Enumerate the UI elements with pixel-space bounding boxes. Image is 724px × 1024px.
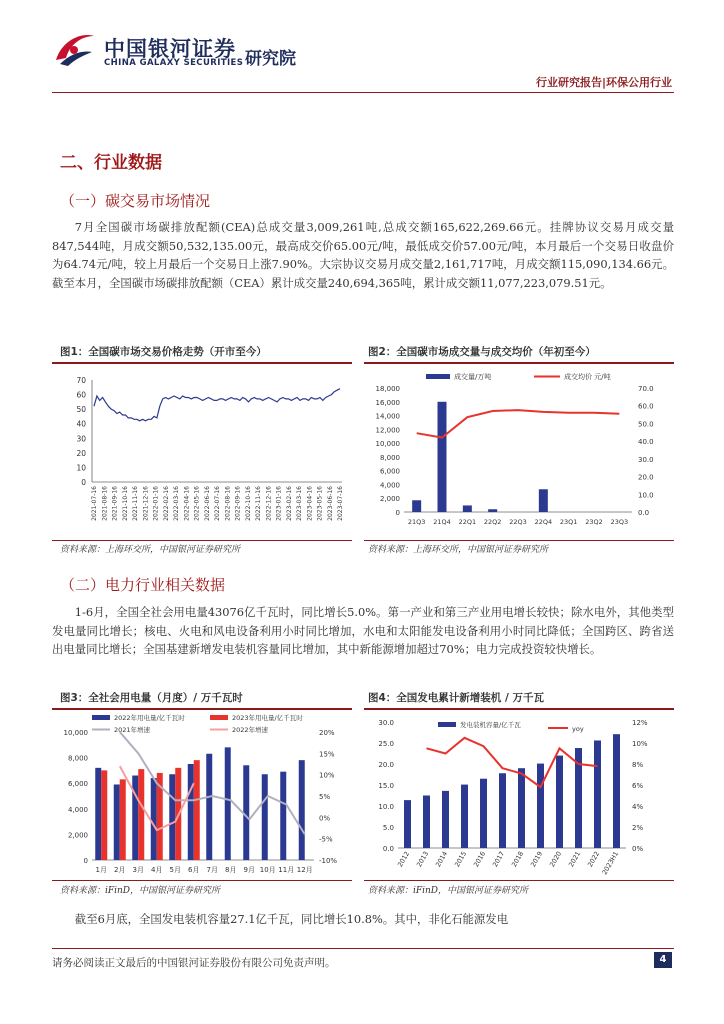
- fig3-bar-0: [243, 765, 249, 860]
- fig2-x-tick: 23Q1: [559, 518, 578, 526]
- fig4-x-tick: 2021: [567, 850, 583, 869]
- fig4-legend-swatch-capacity: [438, 722, 456, 727]
- fig3-legend-swatch: [210, 715, 228, 720]
- fig4-capacity-bar: [480, 779, 487, 848]
- fig4-y-right-tick: 4%: [632, 803, 644, 811]
- fig1-x-tick: 2021-12-16: [142, 486, 150, 521]
- fig4-capacity-bar: [594, 740, 601, 848]
- fig1-x-tick: 2021-10-16: [121, 486, 129, 521]
- fig3-y-right-tick: 5%: [319, 793, 331, 801]
- fig1-title: 图1：全国碳市场交易价格走势（开市至今）: [60, 346, 267, 358]
- fig3-bar-0: [299, 760, 305, 860]
- brand-name-en: CHINA GALAXY SECURITIES: [104, 58, 244, 68]
- fig4-x-tick: 2023H1: [600, 850, 621, 877]
- fig2-y-tick: 4,000: [379, 481, 400, 490]
- fig3-x-tick: 2月: [114, 866, 126, 874]
- fig4-x-tick: 2017: [491, 850, 507, 869]
- fig2-volume-bar: [539, 489, 548, 512]
- fig4-capacity-bar: [556, 756, 563, 848]
- fig3-legend-label: 2023年用电量/亿千瓦时: [232, 714, 303, 722]
- fig2-y-tick: 10,000: [375, 440, 400, 449]
- fig3-bar-0: [169, 774, 175, 860]
- subsection-title-power: （二）电力行业相关数据: [60, 576, 226, 594]
- fig3-bar-0: [132, 776, 138, 860]
- fig2-y-right-tick: 10.0: [638, 491, 654, 500]
- brand-name-cn: 中国银河证券: [104, 37, 236, 61]
- fig1-x-tick: 2023-03-16: [296, 486, 303, 521]
- fig4-capacity-bar: [518, 768, 525, 848]
- fig1-y-tick: 50: [76, 405, 86, 415]
- fig2-volume-bar: [488, 509, 497, 512]
- fig4-y-tick: 20.0: [378, 761, 394, 769]
- fig4-x-tick: 2014: [434, 850, 450, 869]
- fig1-x-tick: 2021-09-16: [111, 486, 119, 521]
- fig2-y-right-tick: 70.0: [638, 385, 654, 393]
- power-paragraph-text: 1-6月，全国全社会用电量43076亿千瓦时，同比增长5.0%。第一产业和第三产业用电增长较快；除水电外，其他类型发电量同比增长；核电、火电和风电设备利用小时同比增加，水电和太阳能发电设备利用小时同比降低；全国跨区、跨省送出电量同比增长；全国基建新增发电装机容量同比增加，其中新能源增加超过70%；电力完成投资较快增长。: [52, 605, 674, 657]
- fig1-y-tick: 0: [81, 478, 86, 487]
- fig2-x-tick: 22Q3: [509, 518, 527, 526]
- fig3-legend-label: 2021年增速: [114, 726, 151, 734]
- fig3-x-tick: 12月: [296, 866, 313, 874]
- fig3-chart: [52, 710, 352, 880]
- fig1-y-tick: 10: [76, 463, 86, 473]
- fig2-y-tick: 2,000: [379, 495, 400, 504]
- fig1-x-tick: 2022-10-16: [244, 486, 252, 521]
- fig4-x-tick: 2015: [453, 850, 469, 869]
- fig4-y-tick: 25.0: [378, 740, 394, 748]
- fig3-x-tick: 3月: [132, 866, 144, 874]
- fig2-chart: [364, 364, 674, 540]
- fig2-source: 资料来源：上海环交所，中国银河证券研究所: [368, 545, 549, 555]
- fig4-x-tick: 2013: [415, 850, 431, 869]
- fig3-source: 资料来源：iFinD，中国银河证券研究所: [60, 886, 221, 896]
- fig1-y-tick: 20: [76, 448, 86, 458]
- fig2-x-tick: 21Q4: [433, 518, 451, 526]
- fig2-y-right-tick: 60.0: [638, 402, 654, 411]
- fig3-y-right-tick: -10%: [319, 857, 338, 865]
- report-type: 行业研究报告|环保公用行业: [535, 76, 672, 89]
- fig3-x-tick: 10月: [259, 866, 276, 874]
- fig4-y-right-tick: 2%: [632, 824, 644, 832]
- fig1-y-tick: 30: [76, 434, 86, 444]
- fig2-y-tick: 18,000: [375, 385, 400, 393]
- fig4-legend-capacity: 发电装机容量/亿千瓦: [460, 721, 521, 729]
- fig2-avgprice-line: [417, 410, 620, 438]
- fig4-y-right-tick: 0%: [632, 845, 644, 853]
- fig2-legend-volume: 成交量/万吨: [454, 373, 492, 381]
- fig4-x-tick: 2012: [396, 850, 412, 869]
- institute-label: 研究院: [245, 49, 296, 69]
- fig4-source: 资料来源：iFinD，中国银河证券研究所: [368, 886, 529, 896]
- fig1-source: 资料来源：上海环交所，中国银河证券研究所: [60, 545, 241, 555]
- fig4-y-right-tick: 6%: [632, 782, 644, 790]
- fig2-volume-bar: [438, 402, 447, 512]
- galaxy-logo-icon: [52, 30, 96, 66]
- fig4-x-tick: 2019: [529, 850, 545, 869]
- fig1-x-tick: 2022-09-16: [234, 486, 242, 521]
- fig4-capacity-bar: [537, 764, 544, 848]
- fig1-x-tick: 2022-06-16: [203, 486, 211, 521]
- subsection-title-carbon: （一）碳交易市场情况: [60, 192, 211, 210]
- fig3-bar-0: [262, 774, 268, 860]
- fig1-x-tick: 2022-11-16: [255, 486, 262, 521]
- fig2-y-tick: 6,000: [379, 467, 400, 476]
- fig2-x-tick: 22Q1: [458, 518, 477, 526]
- fig3-y-tick: 6,000: [67, 780, 88, 789]
- fig4-legend-yoy: yoy: [572, 725, 584, 733]
- fig1-price-line: [94, 389, 340, 421]
- fig1-x-tick: 2022-12-16: [265, 486, 273, 521]
- fig3-y-tick: 10,000: [63, 729, 88, 737]
- fig2-x-tick: 23Q2: [585, 518, 603, 526]
- fig4-frame: [364, 708, 674, 881]
- fig1-x-tick: 2022-02-16: [162, 486, 170, 521]
- fig3-bar-0: [206, 754, 212, 860]
- fig1-x-tick: 2023-05-16: [316, 486, 324, 521]
- fig4-yoy-line: [427, 738, 598, 787]
- fig3-legend-swatch: [92, 715, 110, 720]
- fig3-title: 图3：全社会用电量（月度）/ 万千瓦时: [60, 692, 243, 704]
- fig1-x-tick: 2023-06-16: [326, 486, 334, 521]
- fig2-y-right-tick: 30.0: [638, 455, 654, 464]
- fig1-x-tick: 2021-08-16: [101, 486, 109, 521]
- fig4-capacity-bar: [499, 773, 506, 848]
- power-paragraph: [52, 603, 674, 659]
- fig4-y-right-tick: 10%: [632, 740, 648, 748]
- fig2-legend-price: 成交均价 元/吨: [564, 373, 611, 381]
- fig3-y-right-tick: 20%: [319, 729, 335, 737]
- fig4-title: 图4：全国发电累计新增装机 / 万千瓦: [368, 692, 544, 704]
- page-number: 4: [654, 952, 672, 968]
- fig3-x-tick: 11月: [278, 866, 295, 874]
- fig2-y-right-tick: 20.0: [638, 473, 654, 482]
- fig3-y-tick: 0: [83, 857, 88, 865]
- fig3-bar-0: [95, 768, 101, 860]
- fig3-legend-label: 2022年用电量/亿千瓦时: [114, 714, 185, 722]
- fig1-x-tick: 2023-01-16: [275, 486, 283, 521]
- fig1-x-tick: 2022-05-16: [193, 486, 201, 521]
- fig2-x-tick: 21Q3: [407, 518, 426, 526]
- fig3-y-tick: 4,000: [67, 805, 88, 814]
- fig2-y-tick: 14,000: [375, 412, 400, 421]
- fig1-x-tick: 2023-04-16: [306, 486, 314, 521]
- fig3-y-right-tick: 0%: [319, 814, 331, 823]
- fig1-x-tick: 2021-11-16: [132, 486, 139, 521]
- fig1-y-tick: 40: [76, 419, 86, 429]
- carbon-paragraph: [52, 218, 674, 292]
- fig3-x-tick: 9月: [243, 866, 255, 874]
- fig1-x-tick: 2022-01-16: [152, 486, 160, 521]
- fig4-y-tick: 5.0: [382, 824, 394, 832]
- fig2-y-tick: 8,000: [379, 453, 400, 462]
- fig3-y-right-tick: 10%: [319, 771, 335, 780]
- fig3-y-right-tick: 15%: [319, 750, 335, 759]
- fig3-growth-line-0: [120, 732, 305, 834]
- fig3-bar-0: [114, 784, 120, 860]
- header-divider: [52, 92, 674, 93]
- fig4-capacity-bar: [613, 734, 620, 848]
- fig4-y-right-tick: 12%: [632, 719, 648, 727]
- fig3-x-tick: 6月: [188, 866, 200, 874]
- fig4-capacity-bar: [423, 796, 430, 849]
- footer-divider: [52, 948, 674, 949]
- fig3-legend-label: 2022年增速: [232, 726, 269, 734]
- fig4-y-tick: 15.0: [378, 782, 394, 790]
- fig3-x-tick: 8月: [225, 866, 237, 874]
- fig2-y-right-tick: 0.0: [638, 509, 650, 517]
- fig4-capacity-bar: [442, 791, 449, 848]
- fig1-x-tick: 2022-07-16: [214, 486, 221, 521]
- fig1-x-tick: 2022-03-16: [173, 486, 180, 521]
- fig2-frame: [364, 362, 674, 541]
- fig3-frame: [52, 708, 352, 881]
- fig3-bar-0: [151, 778, 157, 860]
- fig4-x-tick: 2018: [510, 850, 526, 869]
- fig1-frame: [52, 362, 352, 541]
- fig2-title: 图2：全国碳市场成交量与成交均价（年初至今）: [368, 346, 596, 358]
- fig3-bar-1: [101, 770, 107, 860]
- fig2-y-right-tick: 50.0: [638, 420, 654, 429]
- fig4-x-tick: 2016: [472, 850, 488, 869]
- fig3-y-right-tick: -5%: [319, 835, 333, 844]
- tail-paragraph: [52, 910, 674, 929]
- fig3-bar-0: [188, 764, 194, 860]
- fig2-y-tick: 0: [395, 509, 400, 517]
- fig3-x-tick: 5月: [169, 866, 181, 874]
- fig4-capacity-bar: [404, 800, 411, 848]
- fig4-y-tick: 30.0: [378, 719, 394, 727]
- fig2-y-tick: 16,000: [375, 398, 400, 407]
- fig2-volume-bar: [412, 500, 421, 512]
- fig2-legend-swatch-volume: [426, 374, 450, 379]
- fig3-y-tick: 8,000: [67, 754, 88, 763]
- fig2-x-tick: 22Q2: [483, 518, 502, 526]
- fig3-bar-0: [280, 772, 286, 860]
- fig3-bar-1: [194, 760, 200, 860]
- fig3-x-tick: 1月: [95, 866, 107, 874]
- fig1-x-tick: 2022-08-16: [224, 486, 232, 521]
- fig1-x-tick: 2023-07-16: [337, 486, 344, 521]
- tail-paragraph-text: 截至6月底，全国发电装机容量27.1亿千瓦，同比增长10.8%。其中，非化石能源发电: [74, 912, 509, 926]
- fig3-x-tick: 7月: [206, 866, 218, 874]
- fig4-y-tick: 0.0: [382, 845, 394, 853]
- fig1-y-tick: 60: [76, 390, 86, 400]
- fig1-x-tick: 2021-07-16: [91, 486, 98, 521]
- fig1-y-tick: 70: [76, 376, 86, 385]
- fig3-bar-0: [225, 747, 231, 860]
- fig2-x-tick: 23Q3: [610, 518, 629, 526]
- footer-disclaimer: 请务必阅读正文最后的中国银河证券股份有限公司免责声明。: [52, 957, 336, 969]
- fig1-x-tick: 2022-04-16: [183, 486, 191, 521]
- fig3-bar-1: [120, 779, 126, 860]
- carbon-paragraph-text: 7月全国碳市场碳排放配额(CEA)总成交量3,009,261吨,总成交额165,622,269.66元。挂牌协议交易月成交量847,544吨，月成交额50,532,135.00元，最高成交价65.00元/吨，最低成交价57.00元/吨，本月最后一个交易日收盘价为64.74元/吨，较上月最后一个交易日上涨7.90%。大宗协议交易月成交量2,161,717吨，月成交额115,090,134.66元。截至本月，全国碳市场碳排放配额（CEA）累计成交量240,694,365吨，累计成交额11,077,223,079.51元。: [52, 220, 674, 290]
- fig3-x-tick: 4月: [151, 866, 163, 874]
- fig2-y-right-tick: 40.0: [638, 438, 654, 447]
- fig4-y-right-tick: 8%: [632, 761, 644, 769]
- fig4-x-tick: 2022: [586, 850, 602, 869]
- fig2-x-tick: 22Q4: [534, 518, 553, 526]
- fig2-y-tick: 12,000: [375, 426, 400, 435]
- fig3-bar-1: [138, 769, 144, 860]
- fig4-chart: [364, 710, 674, 880]
- section-title: 二、行业数据: [60, 153, 162, 173]
- fig3-y-tick: 2,000: [67, 831, 88, 840]
- fig4-y-tick: 10.0: [378, 803, 394, 811]
- fig1-x-tick: 2023-02-16: [285, 486, 293, 521]
- fig1-chart: [52, 364, 352, 540]
- fig4-capacity-bar: [461, 785, 468, 848]
- fig4-x-tick: 2020: [548, 850, 564, 869]
- fig2-volume-bar: [463, 505, 472, 512]
